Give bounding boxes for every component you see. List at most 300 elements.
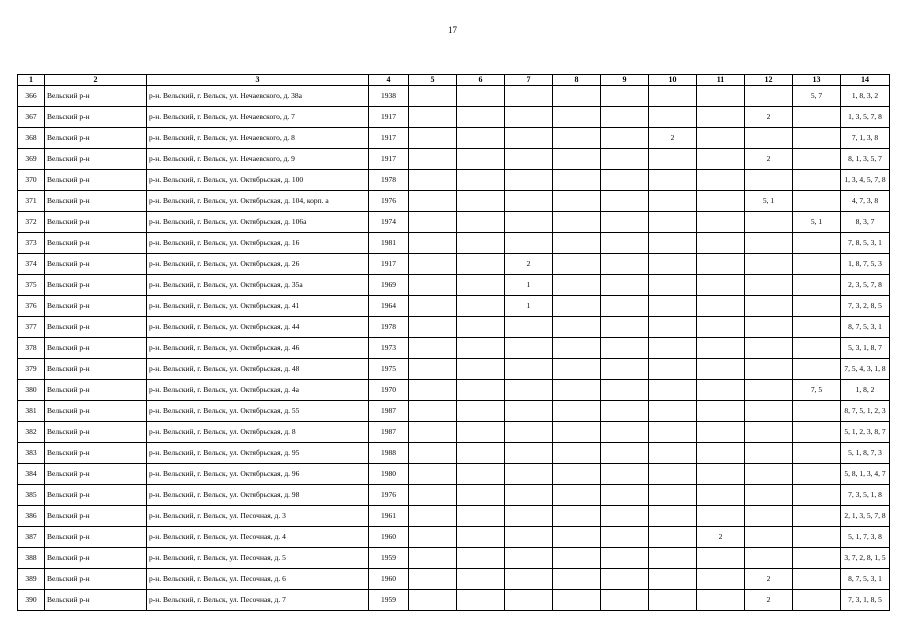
col14-cell: 8, 7, 5, 1, 2, 3 xyxy=(841,401,890,422)
row-number-cell: 390 xyxy=(18,590,45,611)
col6-cell xyxy=(457,548,505,569)
year-cell: 1976 xyxy=(369,485,409,506)
address-cell: р-н. Вельский, г. Вельск, ул. Октябрьская, д. 104, корп. а xyxy=(147,191,369,212)
col14-cell: 8, 3, 7 xyxy=(841,212,890,233)
col6-cell xyxy=(457,422,505,443)
col12-cell xyxy=(745,275,793,296)
col6-cell xyxy=(457,506,505,527)
col12-cell xyxy=(745,317,793,338)
col9-cell xyxy=(601,359,649,380)
row-number-cell: 367 xyxy=(18,107,45,128)
row-number-cell: 374 xyxy=(18,254,45,275)
table-row xyxy=(18,275,890,296)
col6-cell xyxy=(457,527,505,548)
table-row xyxy=(18,149,890,170)
col13-cell xyxy=(793,548,841,569)
district-cell: Вельский р-н xyxy=(45,590,147,611)
row-number-cell: 376 xyxy=(18,296,45,317)
table-row xyxy=(18,170,890,191)
col10-cell xyxy=(649,506,697,527)
col10-cell xyxy=(649,254,697,275)
col13-cell xyxy=(793,254,841,275)
row-number-cell: 366 xyxy=(18,86,45,107)
col9-cell xyxy=(601,149,649,170)
col14-cell: 4, 7, 3, 8 xyxy=(841,191,890,212)
district-cell: Вельский р-н xyxy=(45,86,147,107)
col9-cell xyxy=(601,401,649,422)
col13-cell xyxy=(793,338,841,359)
year-cell: 1917 xyxy=(369,128,409,149)
row-number-cell: 382 xyxy=(18,422,45,443)
col13-cell xyxy=(793,359,841,380)
col9-cell xyxy=(601,170,649,191)
col14-cell: 7, 1, 3, 8 xyxy=(841,128,890,149)
col12-cell xyxy=(745,506,793,527)
col5-cell xyxy=(409,191,457,212)
table-row xyxy=(18,233,890,254)
col6-cell xyxy=(457,86,505,107)
col5-cell xyxy=(409,422,457,443)
col14-cell: 8, 1, 3, 5, 7 xyxy=(841,149,890,170)
col12-cell xyxy=(745,380,793,401)
col13-cell: 7, 5 xyxy=(793,380,841,401)
col9-cell xyxy=(601,527,649,548)
col13-cell xyxy=(793,464,841,485)
col10-cell xyxy=(649,212,697,233)
col7-cell xyxy=(505,506,553,527)
year-cell: 1988 xyxy=(369,443,409,464)
table-row xyxy=(18,590,890,611)
col11-cell xyxy=(697,170,745,191)
col12-cell xyxy=(745,548,793,569)
col5-cell xyxy=(409,170,457,191)
table-row xyxy=(18,548,890,569)
district-cell: Вельский р-н xyxy=(45,401,147,422)
year-cell: 1959 xyxy=(369,590,409,611)
col5-cell xyxy=(409,128,457,149)
col10-cell xyxy=(649,275,697,296)
col11-cell xyxy=(697,233,745,254)
address-cell: р-н. Вельский, г. Вельск, ул. Октябрьская, д. 41 xyxy=(147,296,369,317)
col7-cell xyxy=(505,485,553,506)
col12-cell xyxy=(745,296,793,317)
col12-cell xyxy=(745,359,793,380)
row-number-cell: 386 xyxy=(18,506,45,527)
col7-cell xyxy=(505,317,553,338)
col7-cell xyxy=(505,443,553,464)
col7-cell xyxy=(505,548,553,569)
col5-cell xyxy=(409,569,457,590)
year-cell: 1959 xyxy=(369,548,409,569)
col10-cell xyxy=(649,548,697,569)
col14-cell: 1, 8, 2 xyxy=(841,380,890,401)
col10-cell xyxy=(649,380,697,401)
col12-cell xyxy=(745,233,793,254)
row-number-cell: 381 xyxy=(18,401,45,422)
col5-cell xyxy=(409,275,457,296)
address-cell: р-н. Вельский, г. Вельск, ул. Октябрьская, д. 95 xyxy=(147,443,369,464)
col11-cell xyxy=(697,422,745,443)
col8-cell xyxy=(553,128,601,149)
col6-cell xyxy=(457,296,505,317)
col7-cell: 1 xyxy=(505,296,553,317)
col9-cell xyxy=(601,506,649,527)
column-header: 6 xyxy=(457,75,505,86)
col11-cell xyxy=(697,548,745,569)
col6-cell xyxy=(457,233,505,254)
col13-cell xyxy=(793,527,841,548)
district-cell: Вельский р-н xyxy=(45,275,147,296)
year-cell: 1917 xyxy=(369,107,409,128)
col7-cell xyxy=(505,422,553,443)
header-row xyxy=(18,75,890,86)
col10-cell xyxy=(649,233,697,254)
col9-cell xyxy=(601,485,649,506)
col10-cell xyxy=(649,590,697,611)
col8-cell xyxy=(553,380,601,401)
district-cell: Вельский р-н xyxy=(45,359,147,380)
col10-cell xyxy=(649,485,697,506)
address-cell: р-н. Вельский, г. Вельск, ул. Песочная, д. 7 xyxy=(147,590,369,611)
col7-cell xyxy=(505,233,553,254)
year-cell: 1987 xyxy=(369,422,409,443)
col8-cell xyxy=(553,233,601,254)
year-cell: 1975 xyxy=(369,359,409,380)
col10-cell: 2 xyxy=(649,128,697,149)
col11-cell xyxy=(697,401,745,422)
col11-cell xyxy=(697,254,745,275)
address-cell: р-н. Вельский, г. Вельск, ул. Октябрьская, д. 44 xyxy=(147,317,369,338)
table-row xyxy=(18,317,890,338)
col10-cell xyxy=(649,317,697,338)
district-cell: Вельский р-н xyxy=(45,338,147,359)
col11-cell xyxy=(697,464,745,485)
col12-cell: 2 xyxy=(745,590,793,611)
col7-cell xyxy=(505,149,553,170)
row-number-cell: 375 xyxy=(18,275,45,296)
col10-cell xyxy=(649,401,697,422)
col13-cell xyxy=(793,107,841,128)
col11-cell xyxy=(697,128,745,149)
col5-cell xyxy=(409,443,457,464)
year-cell: 1978 xyxy=(369,170,409,191)
col12-cell xyxy=(745,527,793,548)
col5-cell xyxy=(409,233,457,254)
table-row xyxy=(18,212,890,233)
col6-cell xyxy=(457,149,505,170)
col13-cell xyxy=(793,275,841,296)
district-cell: Вельский р-н xyxy=(45,296,147,317)
row-number-cell: 384 xyxy=(18,464,45,485)
col12-cell xyxy=(745,212,793,233)
col6-cell xyxy=(457,254,505,275)
col5-cell xyxy=(409,359,457,380)
col11-cell xyxy=(697,317,745,338)
address-cell: р-н. Вельский, г. Вельск, ул. Нечаевского, д. 9 xyxy=(147,149,369,170)
col10-cell xyxy=(649,170,697,191)
col11-cell xyxy=(697,485,745,506)
address-cell: р-н. Вельский, г. Вельск, ул. Октябрьская, д. 46 xyxy=(147,338,369,359)
table-row xyxy=(18,506,890,527)
address-cell: р-н. Вельский, г. Вельск, ул. Октябрьская, д. 96 xyxy=(147,464,369,485)
district-cell: Вельский р-н xyxy=(45,464,147,485)
table-row xyxy=(18,569,890,590)
address-cell: р-н. Вельский, г. Вельск, ул. Октябрьская, д. 106а xyxy=(147,212,369,233)
col8-cell xyxy=(553,590,601,611)
col8-cell xyxy=(553,212,601,233)
col9-cell xyxy=(601,464,649,485)
col8-cell xyxy=(553,296,601,317)
district-cell: Вельский р-н xyxy=(45,422,147,443)
column-header: 5 xyxy=(409,75,457,86)
col11-cell xyxy=(697,359,745,380)
col12-cell: 2 xyxy=(745,107,793,128)
year-cell: 1938 xyxy=(369,86,409,107)
col14-cell: 5, 1, 8, 7, 3 xyxy=(841,443,890,464)
col10-cell xyxy=(649,107,697,128)
row-number-cell: 388 xyxy=(18,548,45,569)
col5-cell xyxy=(409,338,457,359)
col13-cell xyxy=(793,422,841,443)
year-cell: 1961 xyxy=(369,506,409,527)
col13-cell xyxy=(793,191,841,212)
col9-cell xyxy=(601,569,649,590)
col7-cell xyxy=(505,527,553,548)
col13-cell xyxy=(793,569,841,590)
col10-cell xyxy=(649,338,697,359)
col14-cell: 3, 7, 2, 8, 1, 5 xyxy=(841,548,890,569)
row-number-cell: 379 xyxy=(18,359,45,380)
col13-cell xyxy=(793,506,841,527)
year-cell: 1978 xyxy=(369,317,409,338)
table-row xyxy=(18,359,890,380)
table-row xyxy=(18,191,890,212)
col11-cell xyxy=(697,107,745,128)
address-cell: р-н. Вельский, г. Вельск, ул. Песочная, д. 6 xyxy=(147,569,369,590)
col14-cell: 1, 8, 7, 5, 3 xyxy=(841,254,890,275)
col14-cell: 5, 1, 7, 3, 8 xyxy=(841,527,890,548)
year-cell: 1973 xyxy=(369,338,409,359)
year-cell: 1964 xyxy=(369,296,409,317)
address-cell: р-н. Вельский, г. Вельск, ул. Песочная, д. 5 xyxy=(147,548,369,569)
column-header: 1 xyxy=(18,75,45,86)
col6-cell xyxy=(457,170,505,191)
col8-cell xyxy=(553,359,601,380)
table-row xyxy=(18,338,890,359)
column-header: 13 xyxy=(793,75,841,86)
column-header: 11 xyxy=(697,75,745,86)
year-cell: 1987 xyxy=(369,401,409,422)
col12-cell xyxy=(745,128,793,149)
col7-cell xyxy=(505,128,553,149)
col8-cell xyxy=(553,86,601,107)
col7-cell xyxy=(505,380,553,401)
row-number-cell: 369 xyxy=(18,149,45,170)
district-cell: Вельский р-н xyxy=(45,170,147,191)
col5-cell xyxy=(409,317,457,338)
col14-cell: 5, 8, 1, 3, 4, 7 xyxy=(841,464,890,485)
district-cell: Вельский р-н xyxy=(45,548,147,569)
address-cell: р-н. Вельский, г. Вельск, ул. Октябрьская, д. 16 xyxy=(147,233,369,254)
col6-cell xyxy=(457,590,505,611)
col14-cell: 2, 1, 3, 5, 7, 8 xyxy=(841,506,890,527)
district-cell: Вельский р-н xyxy=(45,107,147,128)
col6-cell xyxy=(457,338,505,359)
col14-cell: 7, 3, 1, 8, 5 xyxy=(841,590,890,611)
col5-cell xyxy=(409,464,457,485)
row-number-cell: 368 xyxy=(18,128,45,149)
col8-cell xyxy=(553,422,601,443)
col9-cell xyxy=(601,191,649,212)
col9-cell xyxy=(601,107,649,128)
col9-cell xyxy=(601,317,649,338)
address-cell: р-н. Вельский, г. Вельск, ул. Октябрьская, д. 100 xyxy=(147,170,369,191)
col12-cell xyxy=(745,485,793,506)
col6-cell xyxy=(457,464,505,485)
col13-cell xyxy=(793,590,841,611)
row-number-cell: 371 xyxy=(18,191,45,212)
address-cell: р-н. Вельский, г. Вельск, ул. Октябрьская, д. 35а xyxy=(147,275,369,296)
col10-cell xyxy=(649,191,697,212)
col8-cell xyxy=(553,569,601,590)
row-number-cell: 378 xyxy=(18,338,45,359)
col13-cell xyxy=(793,149,841,170)
year-cell: 1981 xyxy=(369,233,409,254)
col13-cell xyxy=(793,401,841,422)
col7-cell xyxy=(505,590,553,611)
col11-cell xyxy=(697,296,745,317)
address-cell: р-н. Вельский, г. Вельск, ул. Нечаевского, д. 7 xyxy=(147,107,369,128)
address-cell: р-н. Вельский, г. Вельск, ул. Октябрьская, д. 48 xyxy=(147,359,369,380)
col6-cell xyxy=(457,191,505,212)
column-header: 7 xyxy=(505,75,553,86)
col14-cell: 2, 3, 5, 7, 8 xyxy=(841,275,890,296)
col8-cell xyxy=(553,401,601,422)
col12-cell: 2 xyxy=(745,569,793,590)
row-number-cell: 373 xyxy=(18,233,45,254)
col6-cell xyxy=(457,317,505,338)
district-cell: Вельский р-н xyxy=(45,233,147,254)
col13-cell: 5, 7 xyxy=(793,86,841,107)
col9-cell xyxy=(601,338,649,359)
col13-cell xyxy=(793,443,841,464)
address-cell: р-н. Вельский, г. Вельск, ул. Песочная, д. 3 xyxy=(147,506,369,527)
district-cell: Вельский р-н xyxy=(45,443,147,464)
col7-cell xyxy=(505,569,553,590)
row-number-cell: 387 xyxy=(18,527,45,548)
col11-cell xyxy=(697,590,745,611)
col14-cell: 1, 8, 3, 2 xyxy=(841,86,890,107)
row-number-cell: 372 xyxy=(18,212,45,233)
district-cell: Вельский р-н xyxy=(45,149,147,170)
year-cell: 1917 xyxy=(369,149,409,170)
col6-cell xyxy=(457,212,505,233)
col8-cell xyxy=(553,149,601,170)
column-header: 14 xyxy=(841,75,890,86)
column-header: 9 xyxy=(601,75,649,86)
col11-cell xyxy=(697,212,745,233)
year-cell: 1976 xyxy=(369,191,409,212)
column-header: 4 xyxy=(369,75,409,86)
table-row xyxy=(18,485,890,506)
district-cell: Вельский р-н xyxy=(45,527,147,548)
district-cell: Вельский р-н xyxy=(45,128,147,149)
col9-cell xyxy=(601,254,649,275)
column-header: 12 xyxy=(745,75,793,86)
col13-cell xyxy=(793,296,841,317)
address-cell: р-н. Вельский, г. Вельск, ул. Нечаевского, д. 8 xyxy=(147,128,369,149)
col12-cell: 5, 1 xyxy=(745,191,793,212)
table-row xyxy=(18,380,890,401)
col12-cell xyxy=(745,170,793,191)
col7-cell: 2 xyxy=(505,254,553,275)
year-cell: 1969 xyxy=(369,275,409,296)
year-cell: 1974 xyxy=(369,212,409,233)
col12-cell xyxy=(745,443,793,464)
col6-cell xyxy=(457,380,505,401)
col7-cell xyxy=(505,212,553,233)
col14-cell: 7, 5, 4, 3, 1, 8 xyxy=(841,359,890,380)
col7-cell xyxy=(505,359,553,380)
col11-cell xyxy=(697,149,745,170)
col9-cell xyxy=(601,380,649,401)
address-cell: р-н. Вельский, г. Вельск, ул. Нечаевского, д. 38а xyxy=(147,86,369,107)
col7-cell xyxy=(505,464,553,485)
year-cell: 1980 xyxy=(369,464,409,485)
col7-cell xyxy=(505,170,553,191)
col8-cell xyxy=(553,527,601,548)
column-header: 8 xyxy=(553,75,601,86)
col5-cell xyxy=(409,296,457,317)
year-cell: 1960 xyxy=(369,527,409,548)
col10-cell xyxy=(649,464,697,485)
col8-cell xyxy=(553,485,601,506)
col10-cell xyxy=(649,86,697,107)
table-row xyxy=(18,401,890,422)
col9-cell xyxy=(601,443,649,464)
col12-cell xyxy=(745,86,793,107)
col13-cell xyxy=(793,485,841,506)
table-row xyxy=(18,527,890,548)
col9-cell xyxy=(601,590,649,611)
row-number-cell: 380 xyxy=(18,380,45,401)
row-number-cell: 377 xyxy=(18,317,45,338)
col9-cell xyxy=(601,233,649,254)
col5-cell xyxy=(409,107,457,128)
address-cell: р-н. Вельский, г. Вельск, ул. Октябрьская, д. 55 xyxy=(147,401,369,422)
col5-cell xyxy=(409,380,457,401)
page-number: 17 xyxy=(448,25,457,35)
table-row xyxy=(18,107,890,128)
year-cell: 1960 xyxy=(369,569,409,590)
col10-cell xyxy=(649,443,697,464)
col8-cell xyxy=(553,443,601,464)
col11-cell xyxy=(697,506,745,527)
col14-cell: 8, 7, 5, 3, 1 xyxy=(841,569,890,590)
table-row xyxy=(18,128,890,149)
col13-cell xyxy=(793,233,841,254)
col7-cell xyxy=(505,191,553,212)
col5-cell xyxy=(409,590,457,611)
col6-cell xyxy=(457,275,505,296)
col11-cell xyxy=(697,443,745,464)
col8-cell xyxy=(553,548,601,569)
col6-cell xyxy=(457,401,505,422)
col6-cell xyxy=(457,107,505,128)
district-cell: Вельский р-н xyxy=(45,506,147,527)
col5-cell xyxy=(409,86,457,107)
col13-cell: 5, 1 xyxy=(793,212,841,233)
